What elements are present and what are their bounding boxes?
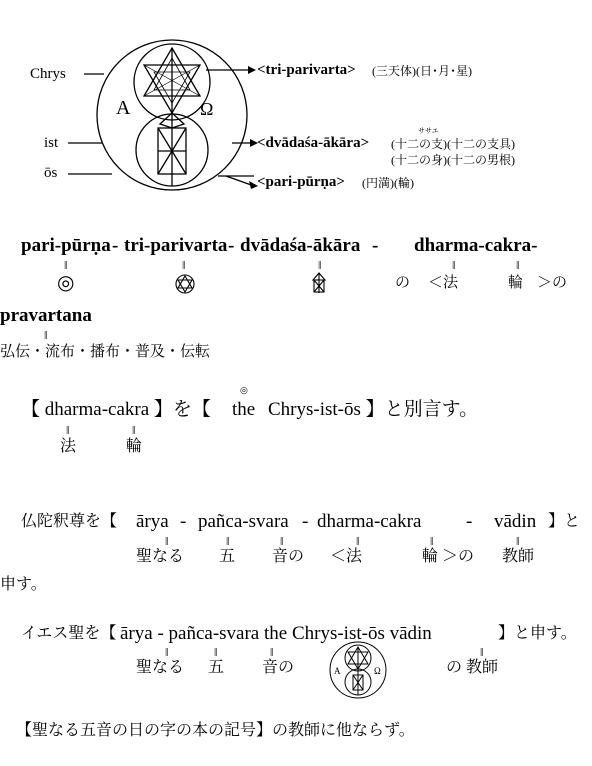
gloss-no-5: の: [446, 659, 463, 676]
eq-mark-5: ‖: [516, 258, 520, 272]
eq-mark-pravartana: ‖: [44, 328, 48, 342]
letter-omega: Ω: [200, 99, 214, 119]
eq-mark-2: ‖: [182, 258, 186, 272]
note2-dvadasa-akara: (十二の身)(十二の男根): [391, 153, 515, 167]
dash-2: -: [228, 235, 235, 256]
word-tri-parivarta: tri-parivarta: [124, 235, 228, 256]
term-tri-parivarta: <tri-parivarta>: [257, 62, 356, 78]
gloss-seinaru-5: 聖なる: [136, 659, 185, 676]
note-tri-parivarta: (三天体)(日･月･星): [372, 64, 472, 78]
letter-alpha: A: [116, 97, 131, 119]
eq-mark-l4-2: ‖: [226, 534, 230, 548]
gloss-onno-5: 音の: [262, 659, 295, 676]
line4-suffix: 】と: [548, 513, 581, 530]
eq-mark-l5-4: ‖: [480, 645, 484, 659]
ruby-sasae: ササエ: [418, 127, 439, 135]
gloss-seinaru: 聖なる: [136, 548, 185, 565]
line4-vadin: vādin: [494, 511, 537, 532]
dash-1: -: [112, 235, 119, 256]
line4-arya: ārya: [136, 511, 169, 532]
line4-panca: pañca-svara: [198, 511, 289, 532]
line4-wrap: 申す。: [0, 576, 47, 593]
line5-suffix: 】と申す。: [498, 625, 577, 642]
eq-mark-l5-2: ‖: [214, 645, 218, 659]
gloss-ho-3: 法: [60, 438, 77, 455]
line3-rest: Chrys-ist-ōs 】と別言す。: [268, 399, 479, 420]
gloss-rin-3: 輪: [126, 438, 143, 455]
eq-mark-l4-5: ‖: [430, 534, 434, 548]
eq-mark-l5-1: ‖: [165, 645, 169, 659]
label-ist: ist: [44, 135, 59, 151]
double-circle-glyph: ◎: [57, 272, 75, 294]
word-pari-purna: pari-pūrṇa: [21, 235, 111, 256]
small-emblem-icon: [328, 640, 388, 700]
line3-open: 【 dharma-cakra 】を【: [21, 399, 211, 420]
gloss-pravartana: 弘伝・流布・播布・普及・伝転: [0, 344, 211, 360]
closing-line: 【聖なる五音の日の字の本の記号】の教師に他ならず。: [16, 722, 415, 739]
eq-mark-l5-3: ‖: [270, 645, 274, 659]
the-mark: ◎: [240, 385, 248, 395]
eq-mark-rin: ‖: [132, 423, 136, 437]
small-emblem-omega: Ω: [374, 666, 381, 676]
gloss-kyoshi-5: 教師: [466, 659, 499, 676]
gloss-ho: ＜法: [428, 275, 459, 291]
gloss-ho-4: ＜法: [330, 548, 363, 565]
line3-the: the: [232, 399, 256, 420]
term-dvadasa-akara: <dvādaśa-ākāra>: [257, 135, 370, 151]
eq-mark-3: ‖: [318, 258, 322, 272]
line5-prefix: イエス聖を【: [21, 625, 117, 642]
gloss-rin: 輪: [508, 275, 524, 291]
gloss-no-4: ＞の: [442, 548, 475, 565]
line4-dharma: dharma-cakra: [317, 511, 422, 532]
gloss-rin-4: 輪: [422, 548, 439, 565]
eq-mark-l4-3: ‖: [280, 534, 284, 548]
dash-3: -: [372, 235, 379, 256]
small-emblem-alpha: A: [334, 666, 341, 676]
gloss-go: 五: [219, 548, 236, 565]
mini-hexagram-icon: [175, 274, 195, 294]
line4-prefix: 仏陀釈尊を【: [21, 513, 118, 530]
gloss-no-2: ＞の: [537, 275, 568, 291]
mini-cross-icon: [311, 272, 327, 294]
eq-mark-1: ‖: [64, 258, 68, 272]
line4-dash2: -: [302, 511, 309, 532]
line4-dash3: -: [466, 511, 473, 532]
word-dharma-cakra: dharma-cakra-: [414, 235, 538, 256]
term-pari-purna: <pari-pūrṇa>: [257, 174, 345, 190]
gloss-kyoshi-4: 教師: [502, 548, 535, 565]
eq-mark-l4-4: ‖: [356, 534, 360, 548]
gloss-no-1: の: [395, 275, 411, 291]
label-os: ōs: [44, 165, 58, 181]
word-dvadasa-akara: dvādaśa-ākāra: [240, 235, 361, 256]
emblem-diagram: [0, 0, 592, 200]
gloss-onno: 音の: [272, 548, 305, 565]
word-pravartana: pravartana: [0, 305, 92, 326]
gloss-go-5: 五: [208, 659, 225, 676]
eq-mark-l4-6: ‖: [516, 534, 520, 548]
note-pari-purna: (円満)(輪): [362, 176, 414, 190]
eq-mark-ho: ‖: [66, 423, 70, 437]
line5-text: ārya - pañca-svara the Chrys-ist-ōs vādin: [120, 623, 432, 644]
note-dvadasa-akara: (十二の支)(十二の支具): [391, 137, 515, 151]
label-chrys: Chrys: [30, 66, 66, 82]
eq-mark-4: ‖: [452, 258, 456, 272]
line4-dash1: -: [180, 511, 187, 532]
eq-mark-l4-1: ‖: [165, 534, 169, 548]
